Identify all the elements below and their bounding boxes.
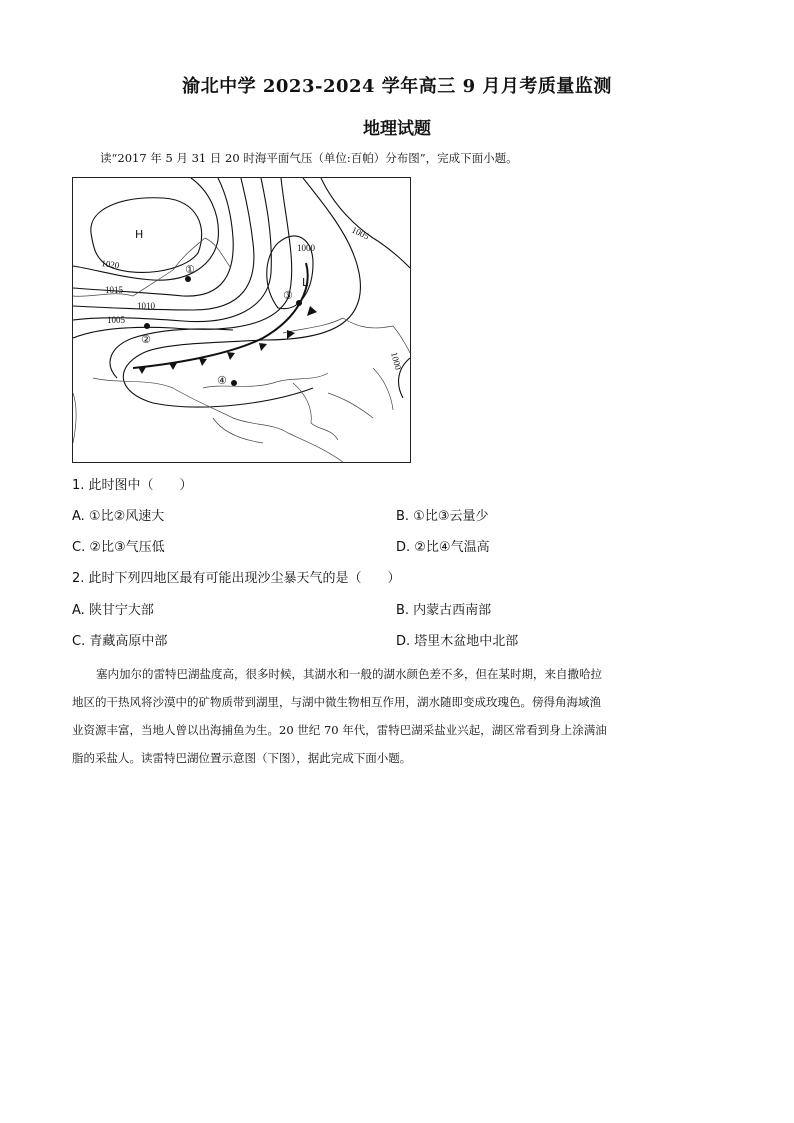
passage-line: 业资源丰富，当地人曾以出海捕鱼为生。20 世纪 70 年代，雷特巴湖采盐业兴起，湖区常看到身上涂满油 bbox=[72, 723, 607, 737]
answer-option: B. 内蒙古西南部 bbox=[396, 603, 492, 618]
passage-line: 塞内加尔的雷特巴湖盐度高，很多时候，其湖水和一般的湖水颜色差不多，但在某时期，来自撒哈拉 bbox=[96, 667, 602, 681]
answer-option: A. ①比②风速大 bbox=[72, 509, 165, 524]
point-label: ③ bbox=[283, 289, 293, 302]
isobar-label: 1005 bbox=[107, 315, 125, 325]
high-pressure-label: H bbox=[135, 228, 144, 241]
isobar-label: 1000 bbox=[389, 350, 404, 371]
low-pressure-label: L bbox=[302, 276, 309, 289]
answer-option: B. ①比③云量少 bbox=[396, 509, 489, 524]
answer-option: D. 塔里木盆地中北部 bbox=[396, 634, 519, 649]
question-stem: 2. 此时下列四地区最有可能出现沙尘暴天气的是（ ） bbox=[72, 571, 401, 586]
point-label: ④ bbox=[217, 374, 227, 387]
page-subtitle: 地理试题 bbox=[363, 119, 431, 139]
isobar-map-svg bbox=[73, 178, 410, 462]
isobar-map bbox=[72, 177, 411, 463]
page-title: 渝北中学 2023-2024 学年高三 9 月月考质量监测 bbox=[182, 76, 612, 97]
isobar-label: 1010 bbox=[137, 301, 155, 311]
answer-option: D. ②比④气温高 bbox=[396, 540, 490, 555]
isobar-label: 1005 bbox=[350, 224, 371, 242]
question-stem: 1. 此时图中（ ） bbox=[72, 478, 193, 493]
answer-option: C. ②比③气压低 bbox=[72, 540, 165, 555]
reading-passage bbox=[72, 660, 722, 772]
passage-line: 脂的采盐人。读雷特巴湖位置示意图（下图），据此完成下面小题。 bbox=[72, 751, 412, 765]
passage-line: 地区的干热风将沙漠中的矿物质带到湖里，与湖中微生物相互作用，湖水随即变成玫瑰色。傍得角海域渔 bbox=[72, 695, 601, 709]
point-label: ① bbox=[185, 263, 195, 276]
intro-text: 读“2017 年 5 月 31 日 20 时海平面气压（单位:百帕）分布图”，完成下面小题。 bbox=[100, 151, 518, 165]
isobar-label: 1020 bbox=[100, 258, 120, 271]
isobar-label: 1015 bbox=[105, 285, 123, 295]
isobar-label: 1000 bbox=[297, 243, 315, 253]
point-label: ② bbox=[141, 333, 151, 346]
answer-option: A. 陕甘宁大部 bbox=[72, 603, 154, 618]
answer-option: C. 青藏高原中部 bbox=[72, 634, 168, 649]
